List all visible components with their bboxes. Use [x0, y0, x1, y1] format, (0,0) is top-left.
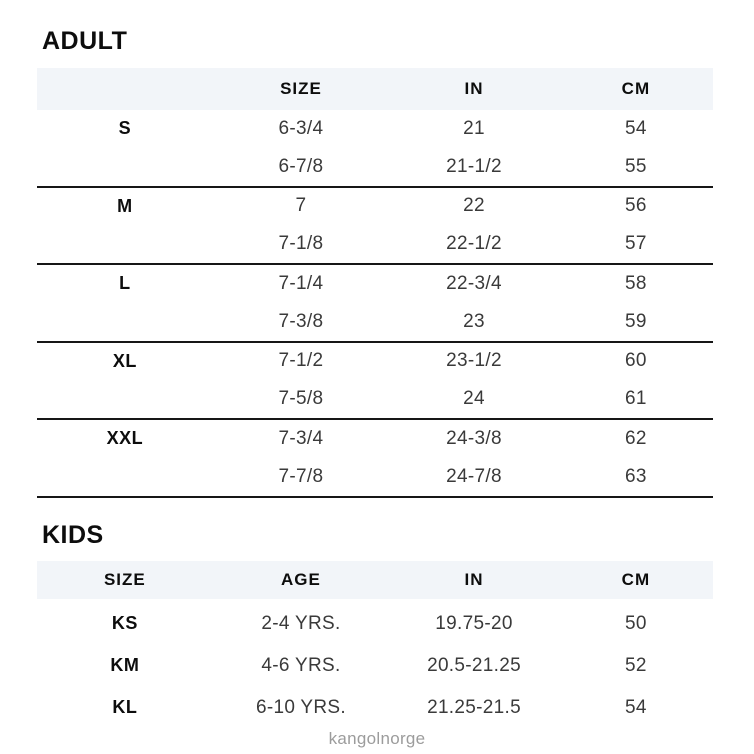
table-row	[37, 148, 713, 186]
hat-size-cell: 7-3/8	[278, 310, 324, 332]
table-row	[37, 343, 713, 381]
inches-cell: 23-1/2	[446, 350, 502, 372]
hat-size-cell: 6-7/8	[278, 155, 324, 177]
age-cell: 4-6 YRS.	[261, 654, 341, 676]
table-row	[37, 645, 713, 687]
adult-header-in: IN	[464, 79, 484, 98]
adult-size-group-l	[37, 265, 713, 343]
hat-size-cell: 7-1/4	[278, 272, 324, 294]
size-label: KM	[110, 655, 140, 675]
cm-cell: 58	[625, 272, 647, 294]
adult-size-group-m	[37, 188, 713, 266]
kids-table-body	[37, 599, 713, 729]
cm-cell: 54	[625, 117, 647, 139]
inches-cell: 22-3/4	[446, 272, 502, 294]
inches-cell: 21-1/2	[446, 155, 502, 177]
inches-cell: 21.25-21.5	[427, 696, 521, 718]
cm-cell: 60	[625, 350, 647, 372]
cm-cell: 63	[625, 465, 647, 487]
table-row	[37, 265, 713, 303]
cm-cell: 62	[625, 427, 647, 449]
table-row	[37, 188, 713, 226]
inches-cell: 24	[463, 388, 485, 410]
hat-size-cell: 7-5/8	[278, 388, 324, 410]
inches-cell: 21	[463, 117, 485, 139]
brand-watermark: kangolnorge	[328, 728, 426, 748]
adult-size-group-s	[37, 110, 713, 188]
size-label: M	[117, 195, 133, 216]
age-cell: 2-4 YRS.	[261, 612, 341, 634]
adult-size-group-xl	[37, 343, 713, 421]
kids-header-in: IN	[464, 569, 484, 589]
table-row	[37, 380, 713, 418]
cm-cell: 55	[625, 155, 647, 177]
kids-size-table	[37, 561, 713, 729]
inches-cell: 20.5-21.25	[427, 654, 521, 676]
table-row	[37, 303, 713, 341]
table-row	[37, 420, 713, 458]
cm-cell: 50	[625, 612, 647, 634]
inches-cell: 22	[463, 195, 485, 217]
cm-cell: 61	[625, 388, 647, 410]
adult-size-table	[37, 68, 713, 498]
table-row	[37, 110, 713, 148]
hat-size-cell: 7-1/2	[278, 350, 324, 372]
hat-size-cell: 7-3/4	[278, 427, 324, 449]
table-row	[37, 458, 713, 496]
hat-size-cell: 7-7/8	[278, 465, 324, 487]
adult-table-header-row	[37, 68, 713, 110]
size-label: S	[118, 118, 132, 139]
table-row	[37, 225, 713, 263]
table-row	[37, 687, 713, 729]
adult-section-title: ADULT	[42, 27, 128, 55]
kids-header-cm: CM	[621, 569, 651, 589]
inches-cell: 19.75-20	[435, 612, 513, 634]
table-row	[37, 603, 713, 645]
kids-section-title: KIDS	[42, 520, 104, 549]
cm-cell: 57	[625, 233, 647, 255]
inches-cell: 24-7/8	[446, 465, 502, 487]
cm-cell: 56	[625, 195, 647, 217]
adult-size-group-xxl	[37, 420, 713, 498]
age-cell: 6-10 YRS.	[255, 696, 346, 718]
adult-header-cm: CM	[621, 79, 651, 98]
hat-size-cell: 7-1/8	[278, 233, 324, 255]
cm-cell: 52	[625, 654, 647, 676]
kids-header-size: SIZE	[103, 569, 146, 589]
inches-cell: 23	[463, 310, 485, 332]
kids-table-header-row	[37, 561, 713, 599]
size-label: XXL	[106, 428, 144, 449]
kids-header-age: AGE	[281, 569, 321, 589]
hat-size-cell: 6-3/4	[278, 117, 324, 139]
cm-cell: 54	[625, 696, 647, 718]
inches-cell: 24-3/8	[446, 427, 502, 449]
size-label: XL	[112, 350, 137, 371]
adult-header-size: SIZE	[280, 79, 322, 98]
size-label: KL	[112, 697, 138, 717]
hat-size-cell: 7	[295, 195, 307, 217]
inches-cell: 22-1/2	[446, 233, 502, 255]
size-label: KS	[111, 613, 138, 633]
cm-cell: 59	[625, 310, 647, 332]
size-label: L	[119, 273, 131, 294]
